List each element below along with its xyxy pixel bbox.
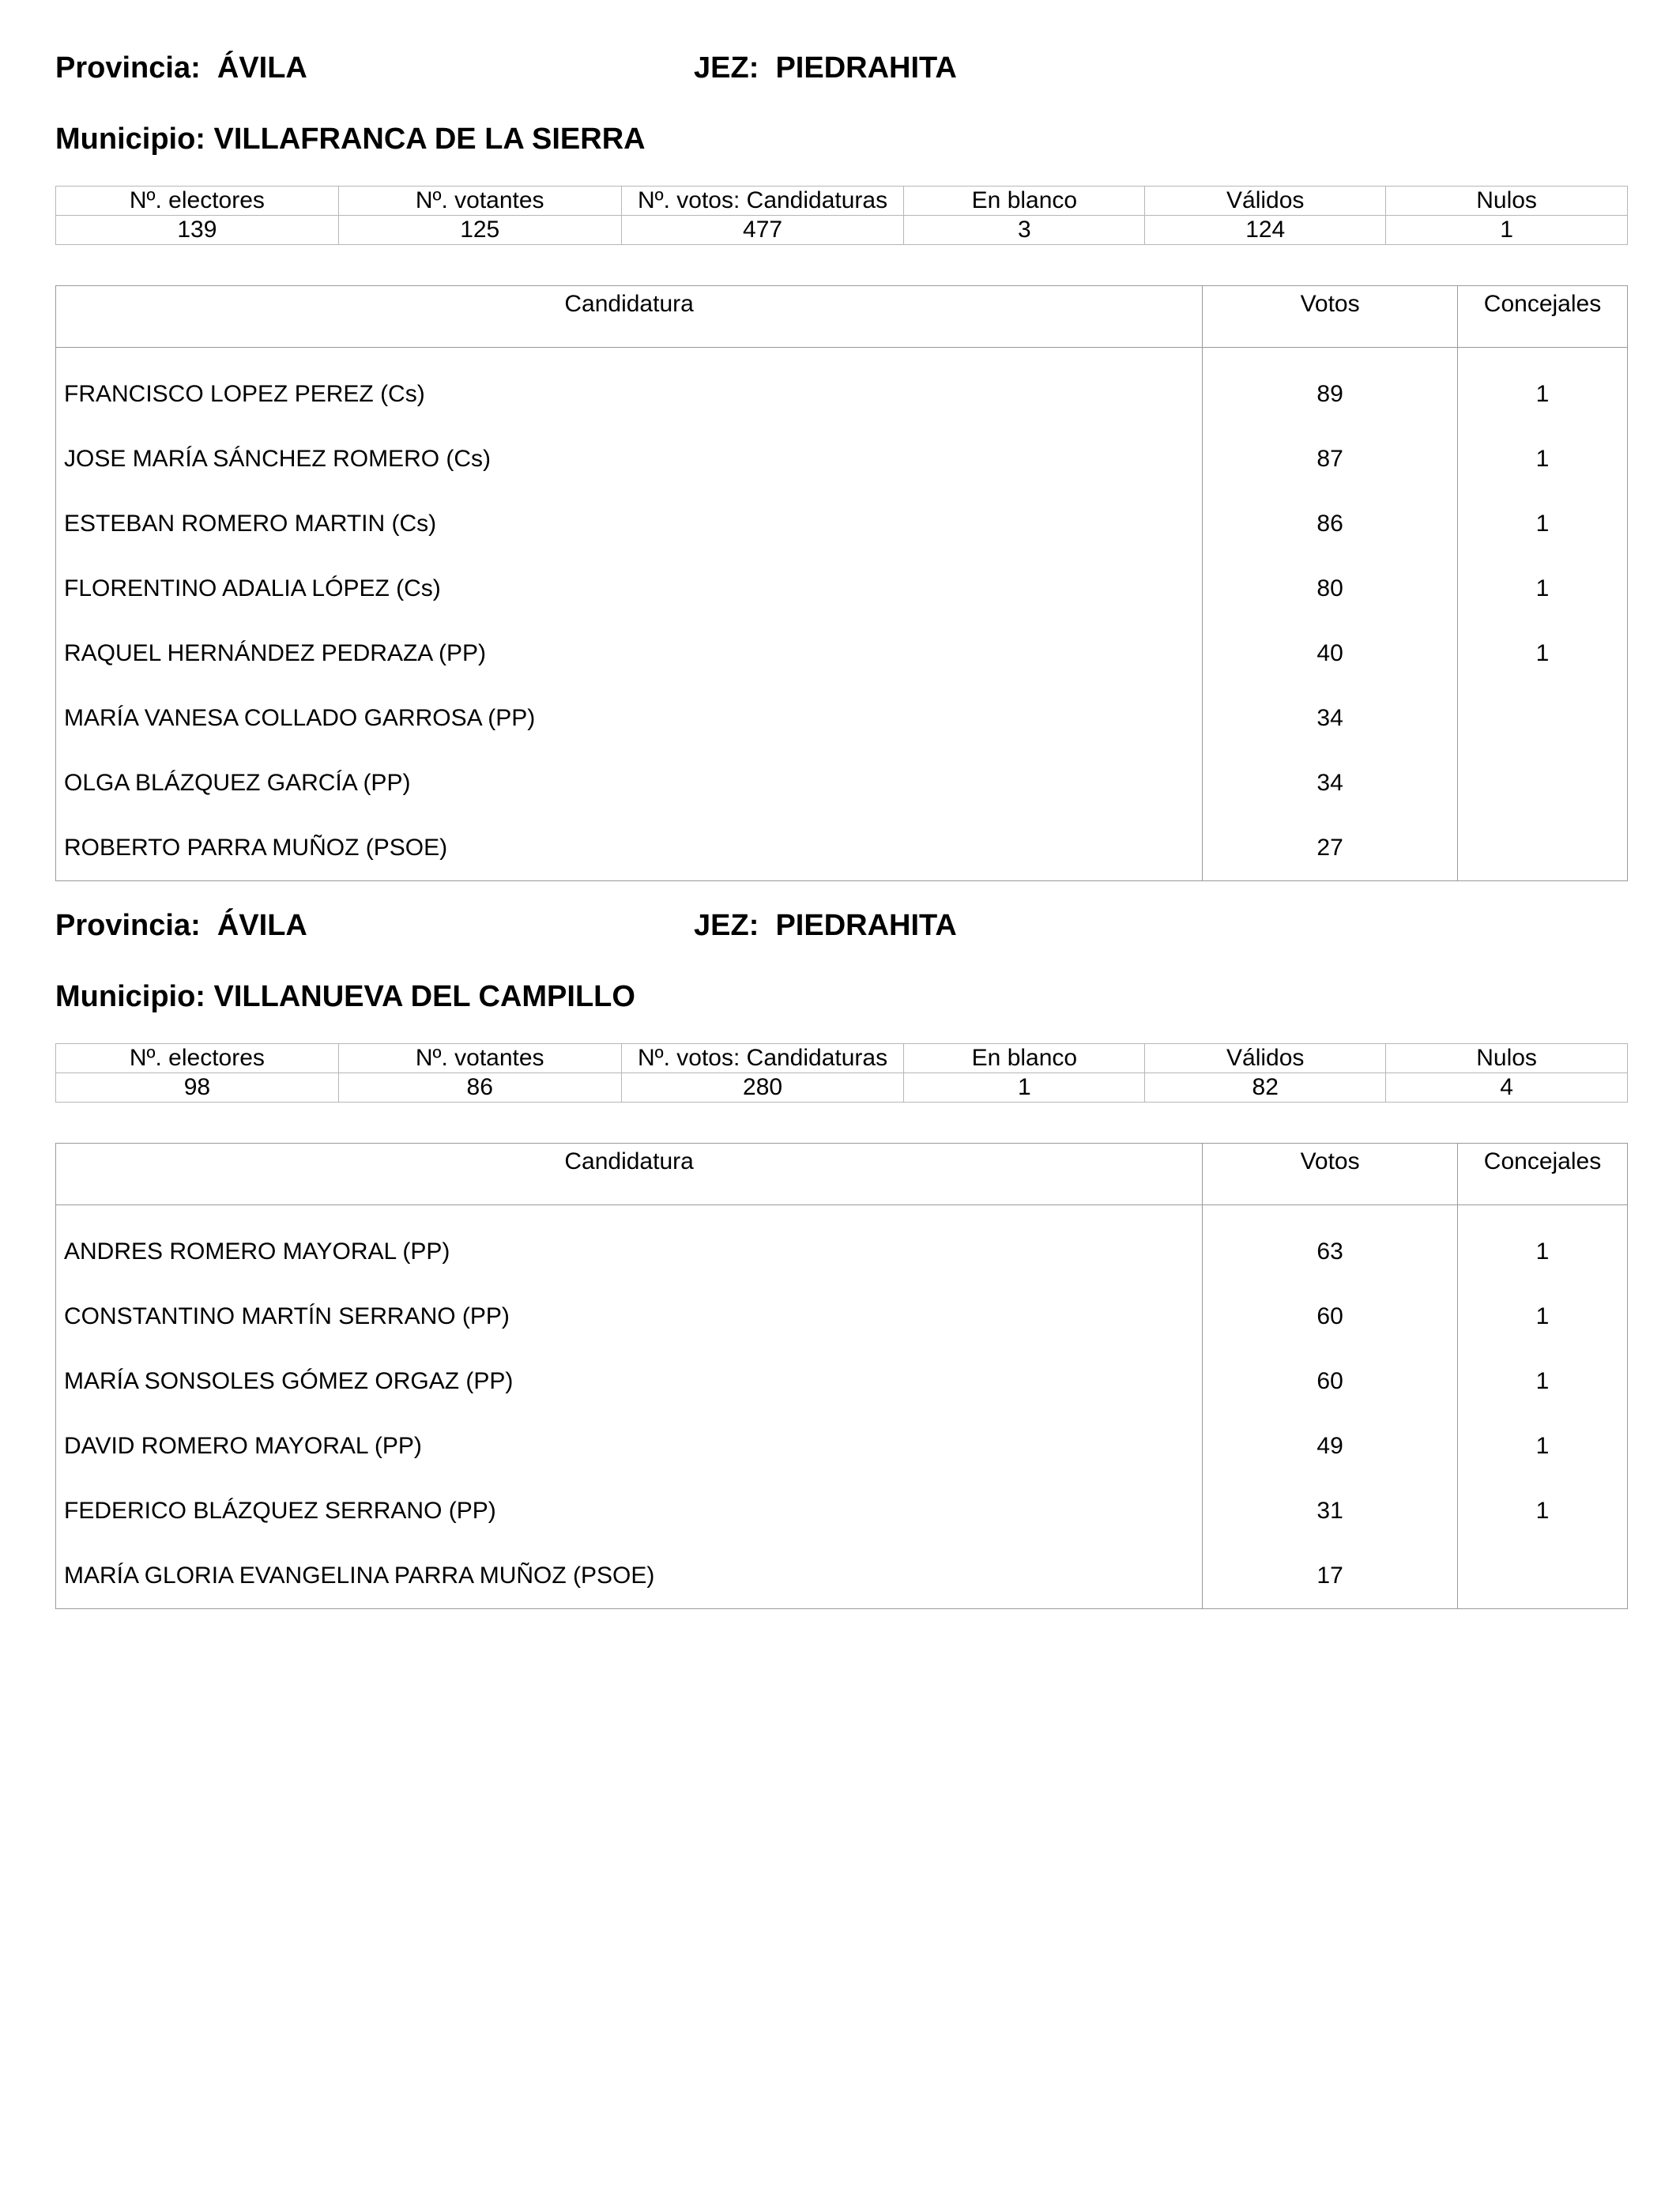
candidate-concejales: 1	[1458, 1349, 1628, 1414]
candidate-concejales: 1	[1458, 1479, 1628, 1544]
table-row	[56, 1544, 1628, 1609]
summary-value-row	[56, 216, 1628, 245]
table-row	[56, 816, 1628, 881]
summary-value-cell: 139	[56, 216, 339, 245]
candidate-name: MARÍA GLORIA EVANGELINA PARRA MUÑOZ (PSOE)	[56, 1544, 1203, 1609]
table-spacer	[56, 1205, 1628, 1220]
candidate-votos: 63	[1203, 1220, 1458, 1284]
table-row	[56, 686, 1628, 751]
candidates-header-row	[56, 1144, 1628, 1205]
candidate-votos: 40	[1203, 621, 1458, 686]
summary-value-cell: 4	[1386, 1073, 1628, 1103]
candidate-votos: 87	[1203, 427, 1458, 492]
candidate-name: JOSE MARÍA SÁNCHEZ ROMERO (Cs)	[56, 427, 1203, 492]
candidate-concejales: 1	[1458, 1220, 1628, 1284]
candidates-header-row	[56, 286, 1628, 348]
candidate-name: MARÍA SONSOLES GÓMEZ ORGAZ (PP)	[56, 1349, 1203, 1414]
candidate-name: CONSTANTINO MARTÍN SERRANO (PP)	[56, 1284, 1203, 1349]
candidate-votos: 60	[1203, 1284, 1458, 1349]
summary-value-cell: 477	[621, 216, 904, 245]
jez-label: JEZ: PIEDRAHITA	[694, 909, 957, 942]
candidate-name: ESTEBAN ROMERO MARTIN (Cs)	[56, 492, 1203, 556]
summary-header-cell: Nº. electores	[56, 1044, 339, 1073]
candidate-concejales	[1458, 751, 1628, 816]
summary-header-cell: Válidos	[1145, 187, 1386, 216]
table-row	[56, 362, 1628, 427]
provincia-label: Provincia: ÁVILA	[55, 51, 307, 85]
summary-header-cell: Nº. votantes	[338, 187, 621, 216]
summary-header-cell: Nº. electores	[56, 187, 339, 216]
summary-value-cell: 1	[904, 1073, 1145, 1103]
summary-value-cell: 1	[1386, 216, 1628, 245]
summary-header-cell: Nulos	[1386, 1044, 1628, 1073]
candidates-table	[55, 285, 1628, 881]
summary-value-cell: 280	[621, 1073, 904, 1103]
candidate-votos: 80	[1203, 556, 1458, 621]
candidate-votos: 17	[1203, 1544, 1458, 1609]
municipio-label: Municipio: VILLANUEVA DEL CAMPILLO	[55, 980, 635, 1013]
table-row	[56, 427, 1628, 492]
table-row	[56, 1220, 1628, 1284]
candidate-concejales	[1458, 686, 1628, 751]
candidate-votos: 89	[1203, 362, 1458, 427]
concejales-header: Concejales	[1458, 286, 1628, 348]
jez-label: JEZ: PIEDRAHITA	[694, 51, 957, 85]
summary-value-cell: 125	[338, 216, 621, 245]
candidate-name: ANDRES ROMERO MAYORAL (PP)	[56, 1220, 1203, 1284]
candidate-name: MARÍA VANESA COLLADO GARROSA (PP)	[56, 686, 1203, 751]
summary-table	[55, 1043, 1628, 1103]
municipio-label: Municipio: VILLAFRANCA DE LA SIERRA	[55, 123, 646, 156]
candidate-concejales: 1	[1458, 621, 1628, 686]
candidate-votos: 31	[1203, 1479, 1458, 1544]
candidate-votos: 34	[1203, 686, 1458, 751]
concejales-header: Concejales	[1458, 1144, 1628, 1205]
candidate-name: FLORENTINO ADALIA LÓPEZ (Cs)	[56, 556, 1203, 621]
summary-header-cell: En blanco	[904, 187, 1145, 216]
table-row	[56, 492, 1628, 556]
summary-header-cell: Válidos	[1145, 1044, 1386, 1073]
candidate-concejales	[1458, 1544, 1628, 1609]
summary-value-row	[56, 1073, 1628, 1103]
candidate-name: OLGA BLÁZQUEZ GARCÍA (PP)	[56, 751, 1203, 816]
summary-header-row	[56, 187, 1628, 216]
candidate-concejales: 1	[1458, 556, 1628, 621]
summary-header-cell: Nulos	[1386, 187, 1628, 216]
table-row	[56, 556, 1628, 621]
table-row	[56, 621, 1628, 686]
candidatura-header: Candidatura	[56, 286, 1203, 348]
candidate-name: ROBERTO PARRA MUÑOZ (PSOE)	[56, 816, 1203, 881]
summary-header-cell: Nº. votos: Candidaturas	[621, 1044, 904, 1073]
summary-value-cell: 124	[1145, 216, 1386, 245]
votos-header: Votos	[1203, 286, 1458, 348]
summary-value-cell: 86	[338, 1073, 621, 1103]
table-row	[56, 1349, 1628, 1414]
table-row	[56, 1479, 1628, 1544]
table-row	[56, 751, 1628, 816]
candidate-name: FRANCISCO LOPEZ PEREZ (Cs)	[56, 362, 1203, 427]
candidate-votos: 34	[1203, 751, 1458, 816]
candidatura-header: Candidatura	[56, 1144, 1203, 1205]
candidate-concejales: 1	[1458, 492, 1628, 556]
candidate-votos: 60	[1203, 1349, 1458, 1414]
candidate-name: FEDERICO BLÁZQUEZ SERRANO (PP)	[56, 1479, 1203, 1544]
candidate-votos: 86	[1203, 492, 1458, 556]
table-spacer	[56, 348, 1628, 363]
summary-header-row	[56, 1044, 1628, 1073]
summary-value-cell: 82	[1145, 1073, 1386, 1103]
candidate-name: DAVID ROMERO MAYORAL (PP)	[56, 1414, 1203, 1479]
votos-header: Votos	[1203, 1144, 1458, 1205]
summary-header-cell: Nº. votos: Candidaturas	[621, 187, 904, 216]
candidate-votos: 27	[1203, 816, 1458, 881]
candidate-concejales	[1458, 816, 1628, 881]
table-row	[56, 1284, 1628, 1349]
candidate-name: RAQUEL HERNÁNDEZ PEDRAZA (PP)	[56, 621, 1203, 686]
candidate-concejales: 1	[1458, 427, 1628, 492]
candidates-table	[55, 1143, 1628, 1609]
summary-value-cell: 3	[904, 216, 1145, 245]
candidate-concejales: 1	[1458, 1414, 1628, 1479]
summary-header-cell: En blanco	[904, 1044, 1145, 1073]
provincia-label: Provincia: ÁVILA	[55, 909, 307, 942]
table-row	[56, 1414, 1628, 1479]
summary-header-cell: Nº. votantes	[338, 1044, 621, 1073]
summary-table	[55, 186, 1628, 245]
candidate-concejales: 1	[1458, 1284, 1628, 1349]
summary-value-cell: 98	[56, 1073, 339, 1103]
candidate-concejales: 1	[1458, 362, 1628, 427]
candidate-votos: 49	[1203, 1414, 1458, 1479]
